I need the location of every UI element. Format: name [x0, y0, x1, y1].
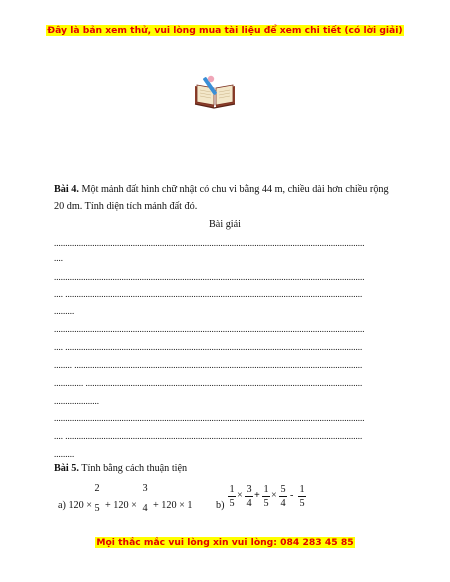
- answer-line: ..........................................................................................................................................: [54, 413, 365, 423]
- answer-line: ....................: [54, 396, 99, 406]
- answer-line: ..........................................................................................................................................: [54, 238, 365, 248]
- part-b-op-3: ×: [271, 490, 277, 501]
- answer-line: .... ....................................................................................................................................: [54, 431, 363, 441]
- preview-notice-banner: [0, 25, 450, 36]
- contact-text: Mọi thắc mắc vui lòng xin vui lòng: 084 283 45 85: [96, 537, 354, 548]
- answer-line: ............. ...........................................................................................................................: [54, 378, 363, 388]
- problem-5-label: Bài 5.: [54, 463, 79, 474]
- part-a-label: a) 120 ×: [58, 500, 93, 511]
- answer-line: .... ....................................................................................................................................: [54, 289, 363, 299]
- part-b-fraction-2: 3 4: [246, 484, 252, 509]
- part-a-fraction-1: 2 5: [94, 483, 100, 514]
- part-a-middle: + 120 ×: [105, 500, 137, 511]
- part-b-fraction-5: 1 5: [299, 484, 305, 509]
- problem-4-text-1: Một mảnh đất hình chữ nhật có chu vi bằng 44 m, chiều dài hơn chiều rộng: [81, 184, 389, 195]
- contact-banner: [0, 537, 450, 548]
- answer-line: ........ ................................................................................................................................: [54, 360, 363, 370]
- problem-4-text-2: 20 dm. Tính diện tích mảnh đất đó.: [54, 201, 198, 212]
- problem-5-text: Tính bằng cách thuận tiện: [81, 463, 188, 474]
- answer-line: ....: [54, 253, 63, 263]
- part-b-fraction-1: 1 5: [229, 484, 235, 509]
- part-a-fraction-2: 3 4: [142, 483, 148, 514]
- problem-5-line: [54, 462, 187, 476]
- problem-4-label: Bài 4.: [54, 184, 79, 195]
- problem-4-line-1: [54, 183, 389, 197]
- preview-notice-text: Đây là bản xem thử, vui lòng mua tài liệu để xem chi tiết (có lời giải): [47, 25, 403, 36]
- answer-line: .........: [54, 306, 75, 316]
- answer-line: .... ....................................................................................................................................: [54, 342, 363, 352]
- part-b-op-4: -: [290, 490, 294, 501]
- part-b-op-1: ×: [237, 490, 243, 501]
- part-b-fraction-4: 5 4: [280, 484, 286, 509]
- answer-line: ..........................................................................................................................................: [54, 324, 365, 334]
- part-b-fraction-3: 1 5: [263, 484, 269, 509]
- part-b-label: b): [216, 500, 225, 511]
- solution-heading: Bài giải: [209, 219, 241, 230]
- answer-line: ..........................................................................................................................................: [54, 272, 365, 282]
- book-with-pencil-icon: [192, 74, 238, 110]
- part-b-op-2: +: [254, 490, 260, 501]
- answer-line: .........: [54, 449, 75, 459]
- part-a-tail: + 120 × 1: [153, 500, 193, 511]
